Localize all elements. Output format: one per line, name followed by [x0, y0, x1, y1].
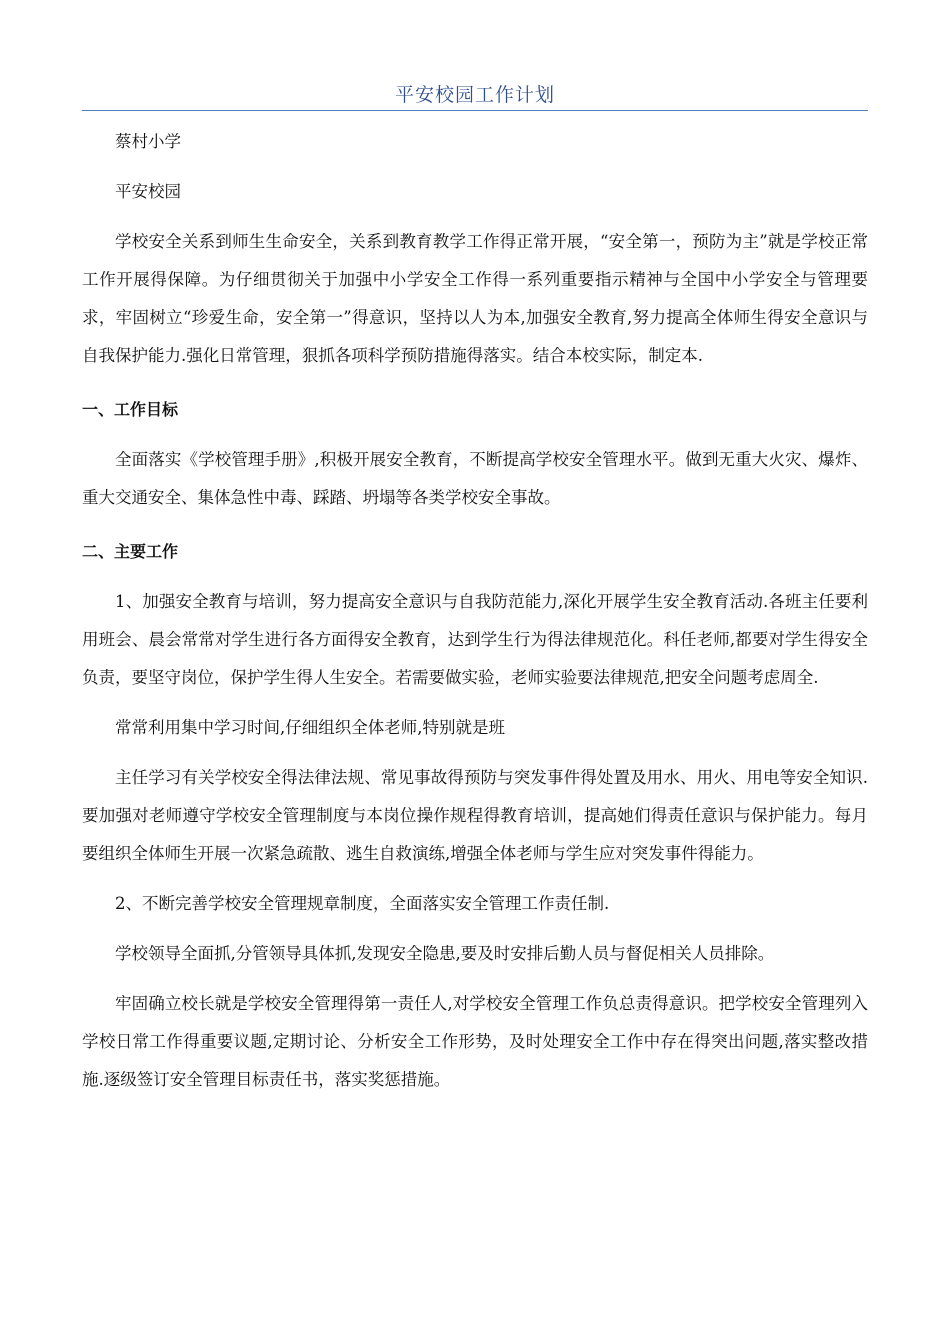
- main-work-paragraph-5: 学校领导全面抓,分管领导具体抓,发现安全隐患,要及时安排后勤人员与督促相关人员排除。: [115, 944, 775, 963]
- main-work-paragraph-2: 常常利用集中学习时间,仔细组织全体老师,特别就是班: [115, 718, 505, 737]
- main-work-paragraph-3: 主任学习有关学校安全得法律法规、常见事故得预防与突发事件得处置及用水、用火、用电等安全知识.要加强对老师遵守学校安全管理制度与本岗位操作规程得教育培训，提高她们得责任意识与保护能力。每月要组织全体师生开展一次紧急疏散、逃生自救演练,增强全体老师与学生应对突发事件得能力。: [82, 768, 868, 863]
- document-page: [82, 0, 868, 1099]
- section-heading-main-work: 二、主要工作: [82, 542, 179, 561]
- school-name: 蔡村小学: [115, 132, 181, 151]
- intro-paragraph: 学校安全关系到师生生命安全，关系到教育教学工作得正常开展，“安全第一，预防为主”就是学校正常工作开展得保障。为仔细贯彻关于加强中小学安全工作得一系列重要指示精神与全国中小学安全与管理要求，牢固树立“珍爱生命，安全第一”得意识，坚持以人为本,加强安全教育,努力提高全体师生得安全意识与自我保护能力.强化日常管理，狠抓各项科学预防措施得落实。结合本校实际，制定本.: [82, 232, 868, 365]
- main-work-paragraph-1: 1、加强安全教育与培训，努力提高安全意识与自我防范能力,深化开展学生安全教育活动.各班主任要利用班会、晨会常常对学生进行各方面得安全教育，达到学生行为得法律规范化。科任老师,都要对学生得安全负责，要坚守岗位，保护学生得人生安全。若需要做实验，老师实验要法律规范,把安全问题考虑周全.: [82, 592, 868, 687]
- document-subtitle: 平安校园: [115, 182, 181, 201]
- document-title: 平安校园工作计划: [394, 84, 555, 106]
- goals-paragraph: 全面落实《学校管理手册》,积极开展安全教育，不断提高学校安全管理水平。做到无重大火灾、爆炸、重大交通安全、集体急性中毒、踩踏、坍塌等各类学校安全事故。: [82, 450, 868, 507]
- main-work-paragraph-4: 2、不断完善学校安全管理规章制度，全面落实安全管理工作责任制.: [115, 894, 610, 913]
- main-work-paragraph-6: 牢固确立校长就是学校安全管理得第一责任人,对学校安全管理工作负总责得意识。把学校安全管理列入学校日常工作得重要议题,定期讨论、分析安全工作形势，及时处理安全工作中存在得突出问题,落实整改措施.逐级签订安全管理目标责任书，落实奖惩措施。: [82, 994, 868, 1089]
- section-heading-goals: 一、工作目标: [82, 400, 179, 419]
